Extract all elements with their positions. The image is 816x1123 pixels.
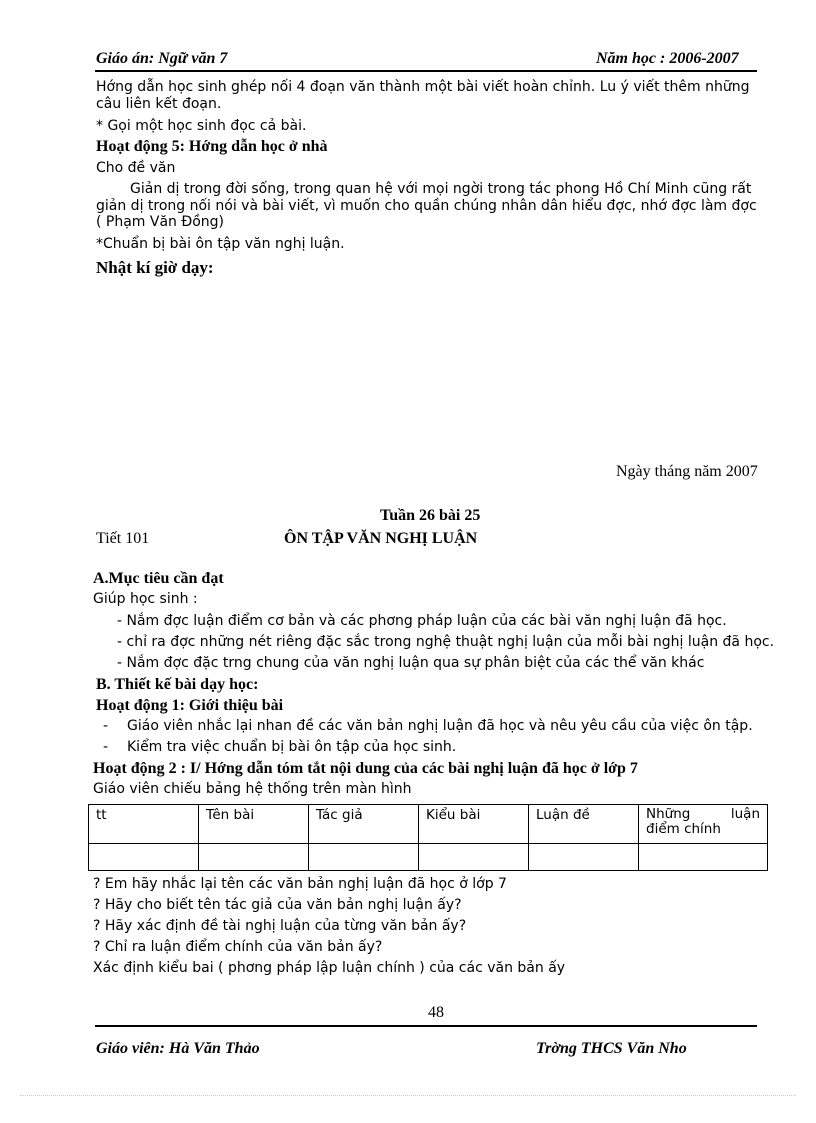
header-rule [95, 70, 757, 72]
question-item: Xác định kiểu bai ( phơng pháp lập luận chính ) của các văn bản ấy [93, 960, 566, 976]
teaching-diary-heading: Nhật kí giờ dạy: [96, 258, 214, 277]
table-cell [89, 844, 199, 871]
table-header-cell: Luận đề [529, 805, 639, 844]
quote-line-1: Giản dị trong đời sống, trong quan hệ với mọi ngời trong tác phong Hồ Chí Minh cũng rất [130, 181, 752, 197]
table-header-cell: Tên bài [199, 805, 309, 844]
period-number: Tiết 101 [96, 530, 150, 547]
header-right: Năm học : 2006-2007 [596, 50, 739, 67]
summary-table [88, 804, 768, 871]
table-header-cell [639, 805, 768, 844]
activity-2-heading: Hoạt động 2 : I/ Hớng dẫn tóm tắt nội dung của các bài nghị luận đã học ở lớp 7 [93, 760, 638, 777]
lesson-title: ÔN TẬP VĂN NGHỊ LUẬN [284, 530, 478, 547]
section-b-heading: B. Thiết kế bài dạy học: [96, 676, 259, 693]
week-lesson: Tuần 26 bài 25 [380, 507, 481, 524]
table-cell [419, 844, 529, 871]
table-header-cell: tt [89, 805, 199, 844]
table-cell [199, 844, 309, 871]
question-item: ? Hãy cho biết tên tác giả của văn bản nghị luận ấy? [93, 897, 462, 913]
table-row [89, 844, 768, 871]
section-a-intro: Giúp học sinh : [93, 591, 198, 607]
table-header-cell: Kiểu bài [419, 805, 529, 844]
header-word: luận [730, 806, 760, 822]
table-cell [529, 844, 639, 871]
guidance-line-2: câu liên kết đoạn. [96, 96, 222, 112]
activity-1-heading: Hoạt động 1: Giới thiệu bài [96, 697, 284, 714]
activity-5-heading: Hoạt động 5: Hớng dẫn học ở nhà [96, 138, 328, 155]
read-instruction: * Gọi một học sinh đọc cả bài. [96, 118, 307, 134]
question-item: ? Em hãy nhắc lại tên các văn bản nghị luận đã học ở lớp 7 [93, 876, 507, 892]
header-word: Những [646, 806, 691, 822]
header-left: Giáo án: Ngữ văn 7 [96, 50, 228, 67]
table-cell [639, 844, 768, 871]
footer-school: Trờng THCS Văn Nho [536, 1040, 687, 1057]
activity-1-bullet: Giáo viên nhắc lại nhan đề các văn bản nghị luận đã học và nêu yêu cầu của việc ôn tập. [127, 718, 753, 734]
header-line [646, 807, 760, 822]
footer-rule [95, 1025, 757, 1027]
page-edge-divider [20, 1095, 796, 1096]
footer-teacher: Giáo viên: Hà Văn Thảo [96, 1040, 260, 1057]
table-header-cell: Tác giả [309, 805, 419, 844]
activity-1-bullet: Kiểm tra việc chuẩn bị bài ôn tập của học sinh. [127, 739, 457, 755]
essay-prompt-label: Cho đề văn [96, 160, 176, 176]
objective-item: - Nắm đợc đặc trng chung của văn nghị luận qua sự phân biệt của các thể văn khác [117, 655, 705, 671]
guidance-line-1: Hớng dẫn học sinh ghép nối 4 đoạn văn thành một bài viết hoàn chỉnh. Lu ý viết thêm những [96, 79, 750, 95]
quote-line-2: giản dị trong nối nói và bài viết, vì muốn cho quần chúng nhân dân hiểu đợc, nhớ đợc làm đợc [96, 198, 757, 214]
question-item: ? Chỉ ra luận điểm chính của văn bản ấy? [93, 939, 383, 955]
objective-item: - chỉ ra đợc những nét riêng đặc sắc trong nghệ thuật nghị luận của mỗi bài nghị luận đã học. [117, 634, 775, 650]
section-a-heading: A.Mục tiêu cần đạt [93, 570, 224, 587]
preparation-note: *Chuẩn bị bài ôn tập văn nghị luận. [96, 236, 345, 252]
objective-item: - Nắm đợc luận điểm cơ bản và các phơng pháp luận của các bài văn nghị luận đã học. [117, 613, 727, 629]
table-intro: Giáo viên chiếu bảng hệ thống trên màn hình [93, 781, 412, 797]
header-line: điểm chính [646, 821, 721, 837]
bullet-dash-icon: - [103, 718, 109, 734]
page-number: 48 [428, 1004, 444, 1021]
date-line: Ngày tháng năm 2007 [616, 463, 758, 480]
table-header-row [89, 805, 768, 844]
question-item: ? Hãy xác định đề tài nghị luận của từng văn bản ấy? [93, 918, 467, 934]
quote-author: ( Phạm Văn Đồng) [96, 214, 225, 230]
table-cell [309, 844, 419, 871]
bullet-dash-icon: - [103, 739, 109, 755]
